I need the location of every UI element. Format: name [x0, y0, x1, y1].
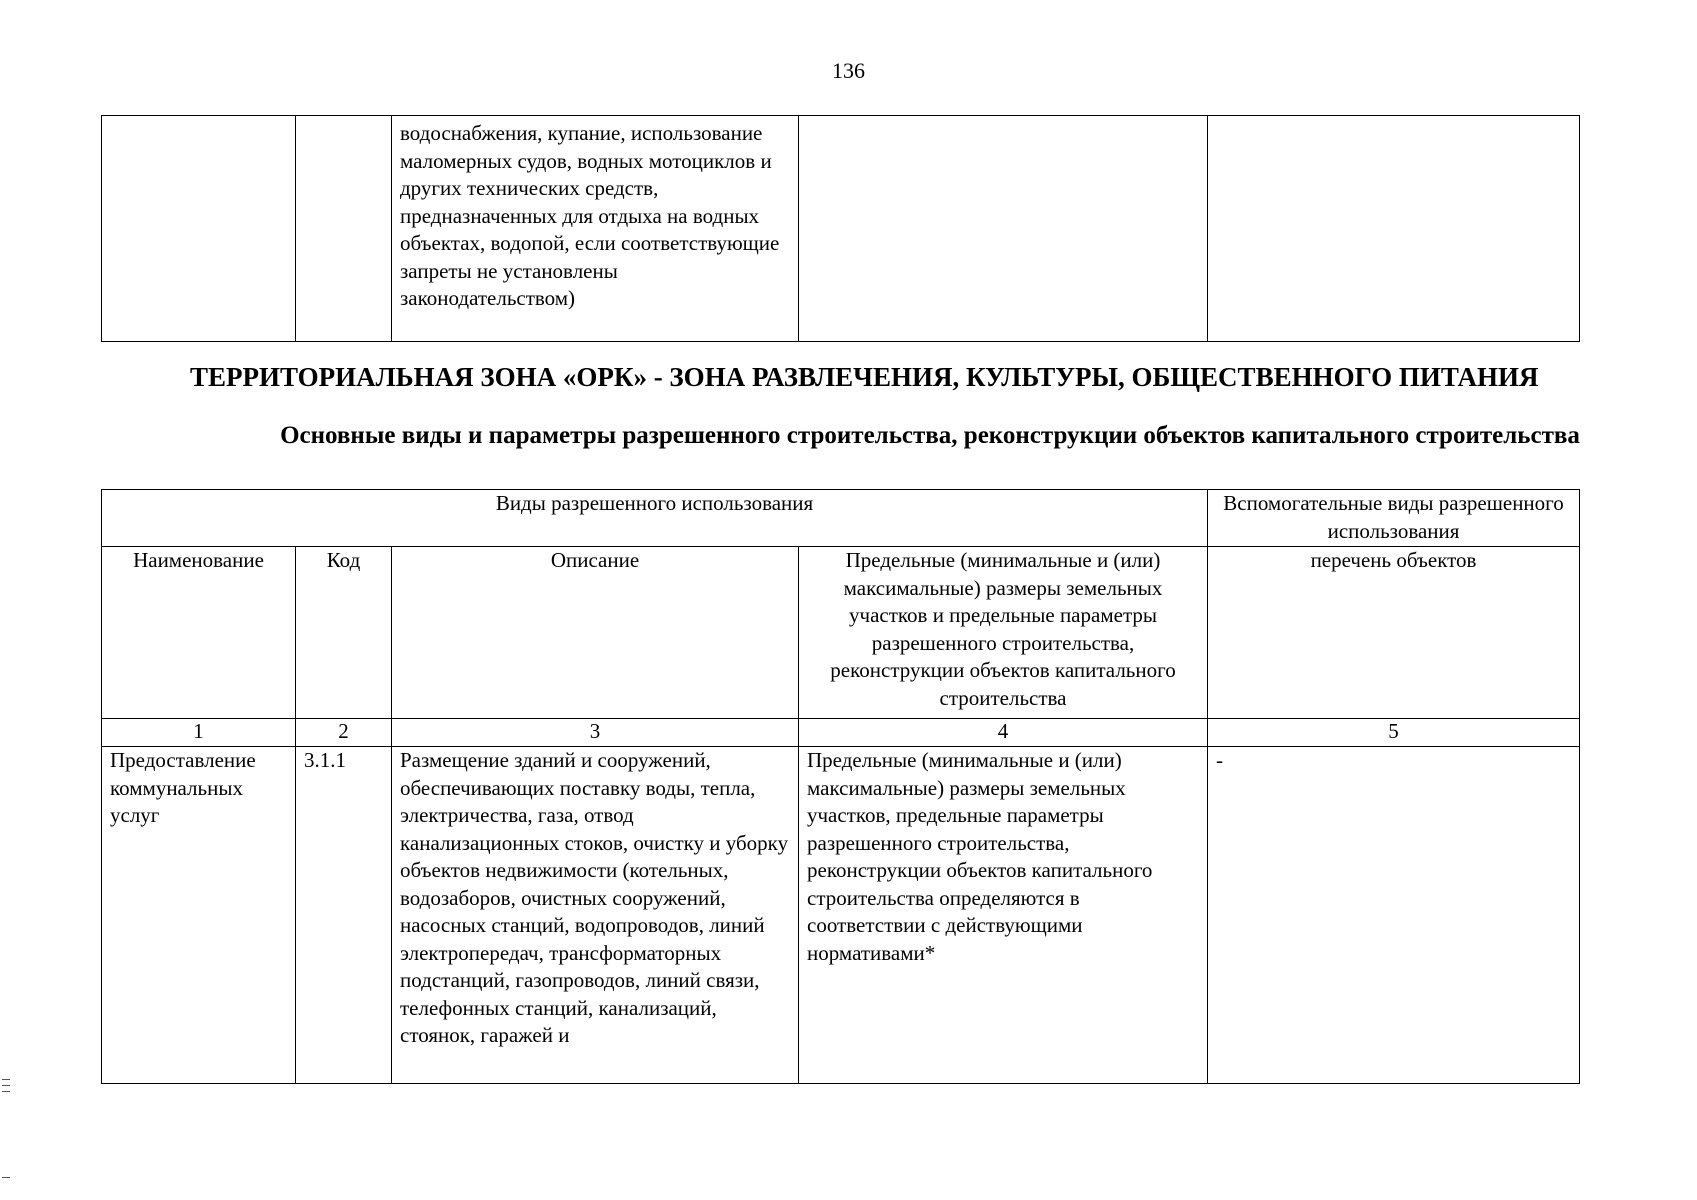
- column-number: 1: [102, 719, 296, 747]
- cell-description: водоснабжения, купание, использование маломерных судов, водных мотоциклов и других технических средств, предназначенных для отдыха на водных объектах, водопой, если соответствующие запреты не установлены законодательством): [392, 116, 799, 342]
- margin-mark: [2, 1079, 10, 1080]
- cell-code: 3.1.1: [296, 747, 392, 1084]
- page-number: 136: [832, 58, 865, 83]
- column-number: 2: [296, 719, 392, 747]
- table-header-row: [102, 547, 1580, 719]
- margin-mark: [2, 1091, 10, 1092]
- continuation-table: [101, 115, 1580, 342]
- cell-code: [296, 116, 392, 342]
- cell-auxiliary: [1208, 116, 1580, 342]
- margin-mark: [2, 1085, 10, 1086]
- column-number: 3: [392, 719, 799, 747]
- cell-name: Предоставление коммунальных услуг: [102, 747, 296, 1084]
- column-number: 4: [799, 719, 1208, 747]
- cell-name: [102, 116, 296, 342]
- permitted-use-table: [101, 489, 1580, 1084]
- column-header-description: Описание: [392, 547, 799, 719]
- margin-mark: [2, 1177, 10, 1178]
- cell-description: [392, 747, 799, 1084]
- zone-title: ТЕРРИТОРИАЛЬНАЯ ЗОНА «ОРК» - ЗОНА РАЗВЛЕЧЕНИЯ, КУЛЬТУРЫ, ОБЩЕСТВЕННОГО ПИТАНИЯ: [190, 362, 1539, 392]
- cell-description-text: Размещение зданий и сооружений, обеспечивающих поставку воды, тепла, электричества, газа, отвод канализационных стоков, очистку и уборку объектов недвижимости (котельных, водозаборов, очистных сооружений, насосных станций, водопроводов, линий электропередач, трансформаторных подстанций, газопроводов, линий связи, телефонных станций, канализаций, стоянок, гаражей и: [400, 748, 789, 1047]
- column-header-parameters: Предельные (минимальные и (или) максимальные) размеры земельных участков и предельные параметры разрешенного строительства, реконструкции объектов капитального строительства: [799, 547, 1208, 719]
- table-row: [102, 116, 1580, 342]
- section-title: Основные виды и параметры разрешенного строительства, реконструкции объектов капитального строительства: [280, 422, 1580, 449]
- table-row: [102, 747, 1580, 1084]
- group-header-auxiliary: Вспомогательные виды разрешенного использования: [1208, 490, 1580, 547]
- column-header-name: Наименование: [102, 547, 296, 719]
- column-number: 5: [1208, 719, 1580, 747]
- cell-parameters: [799, 116, 1208, 342]
- column-header-objects: перечень объектов: [1208, 547, 1580, 719]
- table-group-header-row: [102, 490, 1580, 547]
- column-number-row: [102, 719, 1580, 747]
- column-header-code: Код: [296, 547, 392, 719]
- group-header-main: Виды разрешенного использования: [102, 490, 1208, 547]
- cell-auxiliary: -: [1208, 747, 1580, 1084]
- cell-parameters: Предельные (минимальные и (или) максимальные) размеры земельных участков, предельные параметры разрешенного строительства, реконструкции объектов капитального строительства определяются в соответствии с действующими нормативами*: [799, 747, 1208, 1084]
